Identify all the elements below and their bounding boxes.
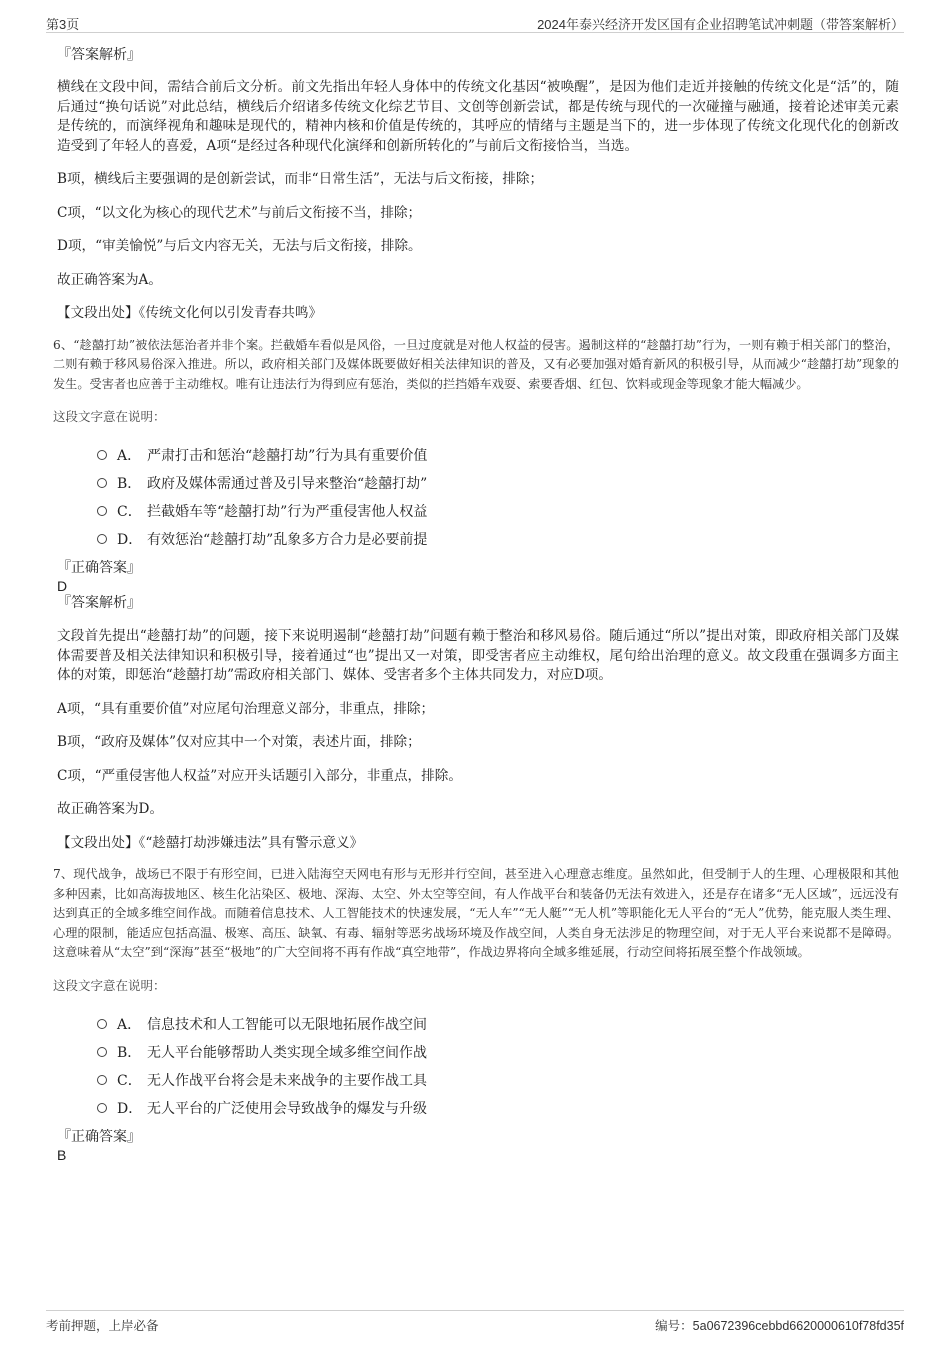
answer-analysis-text: 横线在文段中间，需结合前后文分析。前文先指出年轻人身体中的传统文化基因“被唤醒”，是因为他们走近并接触的传统文化是“活”的，随后通过“换句话说”对此总结，横线后介绍诸多传统文化综艺节目、文创等创新尝试，都是传统与现代的一次碰撞与融通，接着论述审美元素是传统的，而演绎视角和趣味是现代的，精神内核和价值是传统的，其呼应的情绪与主题是当下的，进一步体现了传统文化现代化的创新改造受到了年轻人的喜爱，A项“是经过各种现代化演绎和创新所转化的”与前后文衔接恰当，当选。 bbox=[57, 79, 899, 154]
answer-conclusion: 故正确答案为A。 bbox=[57, 271, 162, 288]
analysis-option-c: C项，“以文化为核心的现代艺术”与前后文衔接不当，排除； bbox=[57, 204, 422, 221]
answer-analysis-label: 『答案解析』 bbox=[57, 47, 141, 63]
option-d[interactable]: D． 有效惩治“趁囍打劫”乱象多方合力是必要前提 bbox=[97, 525, 899, 553]
option-a[interactable]: A． 信息技术和人工智能可以无限地拓展作战空间 bbox=[97, 1010, 899, 1038]
footer-slogan: 考前押题，上岸必备 bbox=[46, 1319, 159, 1333]
analysis-option-b: B项，“政府及媒体”仅对应其中一个对策，表述片面，排除； bbox=[57, 734, 421, 750]
analysis-option-c: C项，“严重侵害他人权益”对应开头话题引入部分，非重点，排除。 bbox=[57, 767, 462, 784]
correct-answer: D bbox=[57, 578, 68, 594]
correct-answer-label: 『正确答案』 bbox=[57, 560, 141, 576]
radio-icon[interactable] bbox=[97, 1103, 107, 1113]
options-list bbox=[97, 1010, 899, 1122]
radio-icon[interactable] bbox=[97, 1047, 107, 1057]
option-b[interactable]: B． 无人平台能够帮助人类实现全域多维空间作战 bbox=[97, 1038, 899, 1066]
radio-icon[interactable] bbox=[97, 534, 107, 544]
option-a[interactable]: A． 严肃打击和惩治“趁囍打劫”行为具有重要价值 bbox=[97, 441, 899, 469]
question-stem: 6、“趁囍打劫”被依法惩治者并非个案。拦截婚车看似是风俗，一旦过度就是对他人权益的侵害。遏制这样的“趁囍打劫”行为，一则有赖于相关部门的整治，二则有赖于移风易俗深入推进。所以，政府相关部门及媒体既要做好相关法律知识的普及，又有必要加强对婚育新风的积极引导，从而减少“趁囍打劫”现象的发生。受害者也应善于主动维权。唯有让违法行为得到应有惩治，类似的拦挡婚车戏耍、索要香烟、红包、饮料或现金等现象才能大幅减少。 bbox=[53, 337, 899, 391]
answer-conclusion: 故正确答案为D。 bbox=[57, 801, 164, 817]
option-c[interactable]: C． 拦截婚车等“趁囍打劫”行为严重侵害他人权益 bbox=[97, 497, 899, 525]
radio-icon[interactable] bbox=[97, 478, 107, 488]
option-b[interactable]: B． 政府及媒体需通过普及引导来整治“趁囍打劫” bbox=[97, 469, 899, 497]
answer-analysis-text: 文段首先提出“趁囍打劫”的问题，接下来说明遏制“趁囍打劫”问题有赖于整治和移风易俗。随后通过“所以”提出对策，即政府相关部门及媒体需要普及相关法律知识和积极引导，接着通过“也”提出又一对策，即受害者应主动维权，尾句给出治理的意义。故文段重在强调多方面主体的对策，即惩治“趁囍打劫”需政府相关部门、媒体、受害者多个主体共同发力，对应D项。 bbox=[57, 628, 899, 683]
analysis-option-d: D项，“审美愉悦”与后文内容无关，无法与后文衔接，排除。 bbox=[57, 238, 422, 254]
radio-icon[interactable] bbox=[97, 1019, 107, 1029]
document-code: 编号：5a0672396cebbd6620000610f78fd35f bbox=[655, 1319, 904, 1333]
answer-analysis-label: 『答案解析』 bbox=[57, 595, 141, 611]
page-footer bbox=[46, 1310, 904, 1337]
correct-answer-label: 『正确答案』 bbox=[57, 1128, 141, 1145]
page-number: 第3页 bbox=[46, 17, 80, 32]
question-stem: 7、现代战争，战场已不限于有形空间，已进入陆海空天网电有形与无形并行空间，甚至进入心理意志维度。虽然如此，但受制于人的生理、心理极限和其他多种因素，比如高海拔地区、核生化沾染区、极地、深海、太空、外太空等空间，有人作战平台和装备仍无法有效进入，还是存在诸多“无人区域”，远远没有达到真正的全域多维空间作战。而随着信息技术、人工智能技术的快速发展，“无人车”“无人艇”“无人机”等职能化无人平台的“无人”优势，能克服人类生理、心理的限制，能适应包括高温、极寒、高压、缺氧、有毒、辐射等恶劣战场环境及作战空间，人类自身无法涉足的物理空间，对于无人平台来说都不是障碍。这意味着从“太空”到“深海”甚至“极地”的广大空间将不再有作战“真空地带”，作战边界将向全域多维延展，行动空间将拓展至整个作战领域。 bbox=[53, 867, 899, 959]
page-header bbox=[46, 12, 904, 33]
analysis-option-b: B项，横线后主要强调的是创新尝试，而非“日常生活”，无法与后文衔接，排除； bbox=[57, 171, 544, 187]
options-list bbox=[97, 441, 899, 553]
question-prompt: 这段文字意在说明： bbox=[53, 977, 166, 993]
passage-source: 【文段出处】《传统文化何以引发青春共鸣》 bbox=[57, 305, 323, 321]
question-prompt: 这段文字意在说明： bbox=[53, 409, 166, 424]
option-c[interactable]: C． 无人作战平台将会是未来战争的主要作战工具 bbox=[97, 1066, 899, 1094]
analysis-option-a: A项，“具有重要价值”对应尾句治理意义部分，非重点，排除； bbox=[57, 700, 435, 717]
document-title: 2024年泰兴经济开发区国有企业招聘笔试冲刺题（带答案解析） bbox=[537, 17, 904, 32]
passage-source: 【文段出处】《“趁囍打劫涉嫌违法”具有警示意义》 bbox=[57, 834, 364, 851]
radio-icon[interactable] bbox=[97, 506, 107, 516]
radio-icon[interactable] bbox=[97, 450, 107, 460]
radio-icon[interactable] bbox=[97, 1075, 107, 1085]
option-d[interactable]: D． 无人平台的广泛使用会导致战争的爆发与升级 bbox=[97, 1094, 899, 1122]
correct-answer: B bbox=[57, 1146, 67, 1163]
document-body bbox=[53, 46, 899, 1163]
